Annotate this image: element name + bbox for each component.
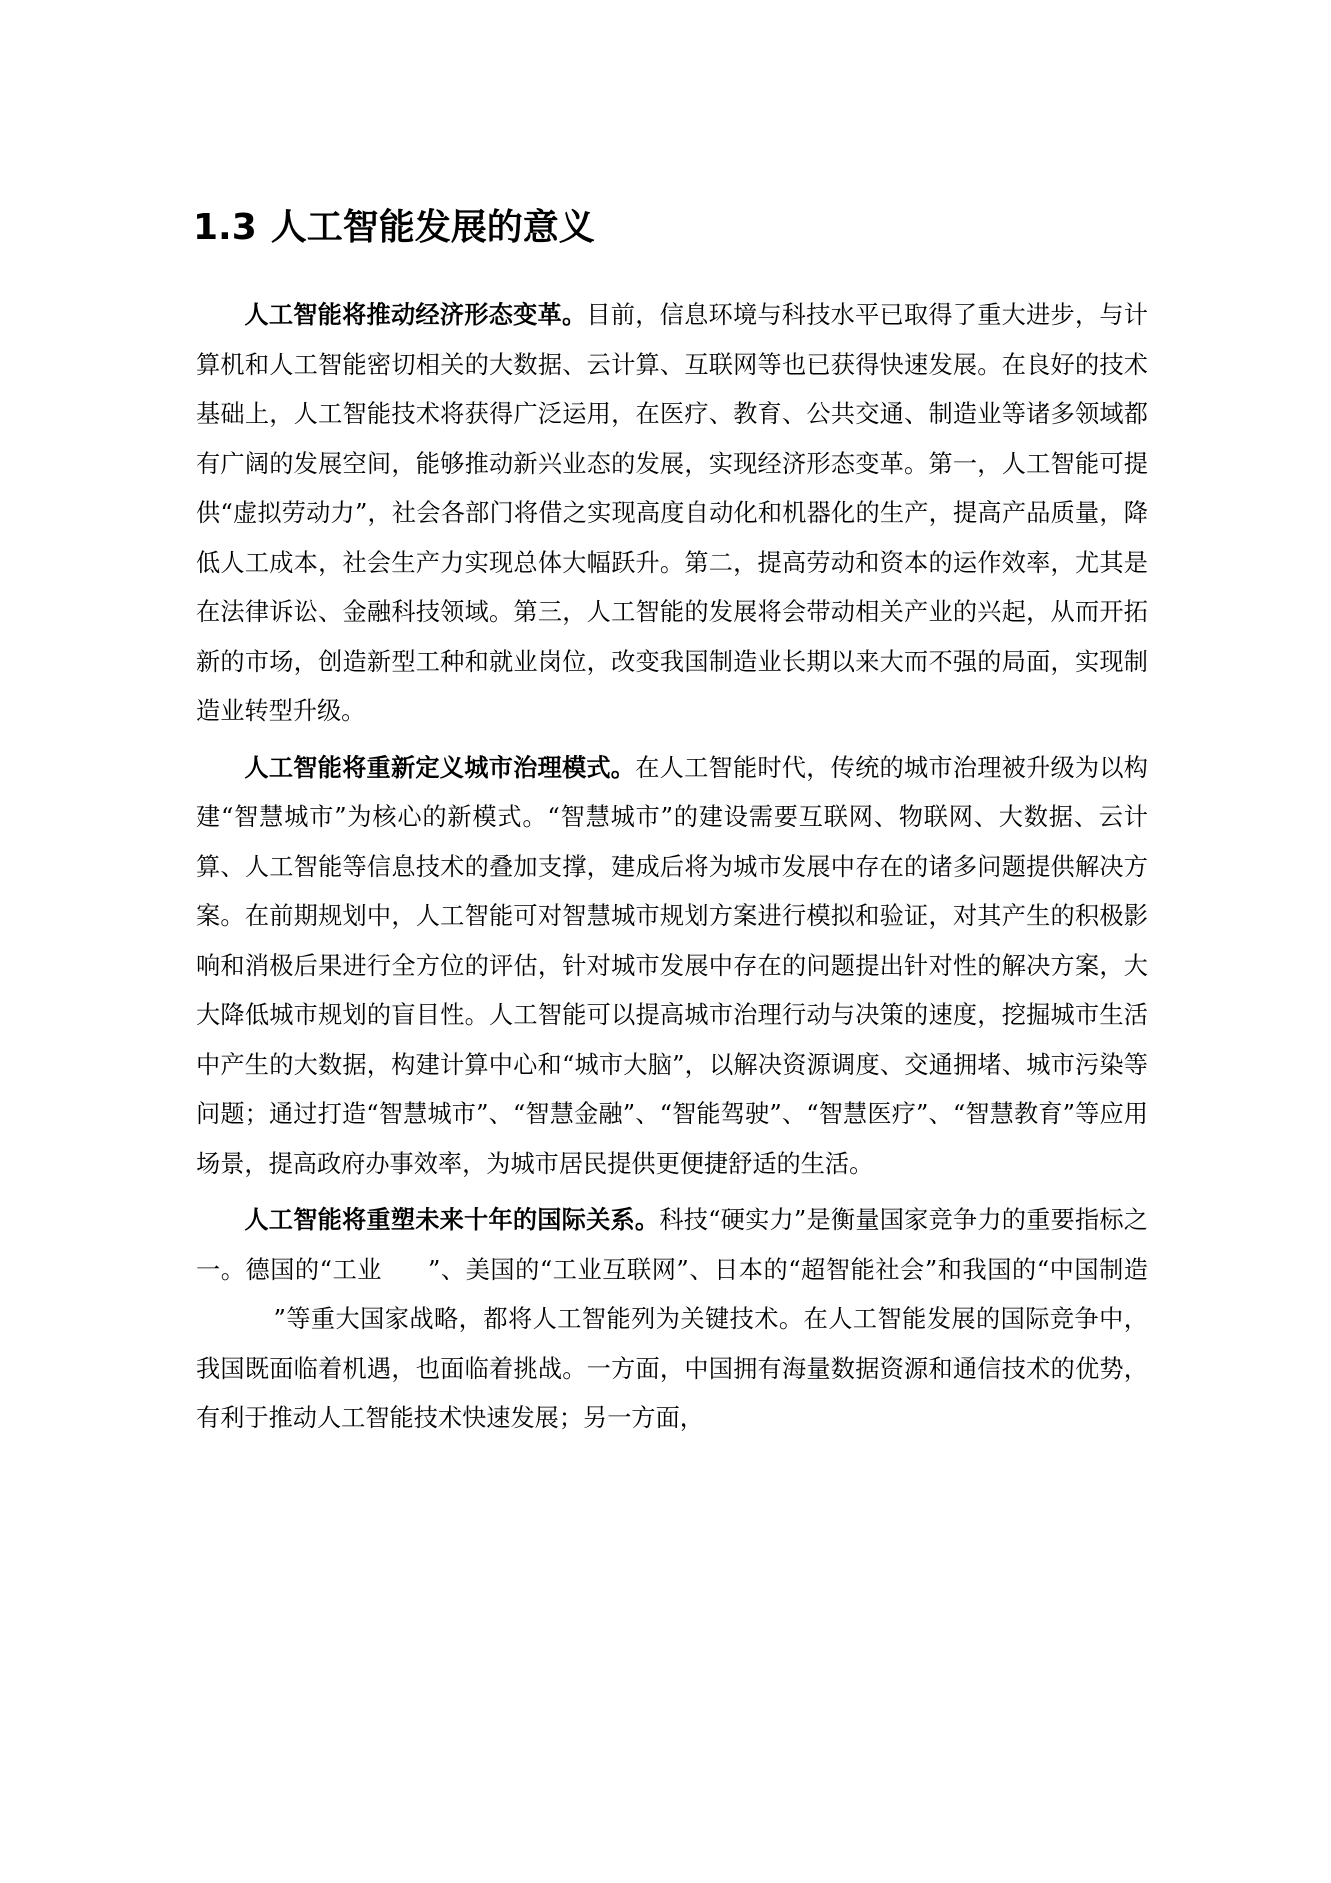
paragraph-lead: 人工智能将推动经济形态变革。 [244,301,587,329]
paragraph-text: 目前，信息环境与科技水平已取得了重大进步，与计算机和人工智能密切相关的大数据、云计算、互联网等也已获得快速发展。在良好的技术基础上，人工智能技术将获得广泛运用，在医疗、教育、公共交通、制造业等诸多领域都有广阔的发展空间，能够推动新兴业态的发展，实现经济形态变革。第一，人工智能可提供“虚拟劳动力”，社会各部门将借之实现高度自动化和机器化的生产，提高产品质量，降低人工成本，社会生产力实现总体大幅跃升。第二，提高劳动和资本的运作效率，尤其是在法律诉讼、金融科技领域。第三，人工智能的发展将会带动相关产业的兴起，从而开拓新的市场，创造新型工种和就业岗位，改变我国制造业长期以来大而不强的局面，实现制造业转型升级。 [196,301,1148,725]
paragraph-lead: 人工智能将重塑未来十年的国际关系。 [244,1206,660,1234]
paragraph-economy [196,291,1148,737]
section-heading [193,204,595,252]
paragraph-international-relations [196,1196,1148,1444]
section-number: 1.3 [193,207,257,248]
section-title: 人工智能发展的意义 [270,207,595,248]
paragraph-text: 在人工智能时代，传统的城市治理被升级为以构建“智慧城市”为核心的新模式。“智慧城市”的建设需要互联网、物联网、大数据、云计算、人工智能等信息技术的叠加支撑，建成后将为城市发展中存在的诸多问题提供解决方案。在前期规划中，人工智能可对智慧城市规划方案进行模拟和验证，对其产生的积极影响和消极后果进行全方位的评估，针对城市发展中存在的问题提出针对性的解决方案，大大降低城市规划的盲目性。人工智能可以提高城市治理行动与决策的速度，挖掘城市生活中产生的大数据，构建计算中心和“城市大脑”，以解决资源调度、交通拥堵、城市污染等问题；通过打造“智慧城市”、“智慧金融”、“智能驾驶”、“智慧医疗”、“智慧教育”等应用场景，提高政府办事效率，为城市居民提供更便捷舒适的生活。 [196,753,1148,1178]
paragraph-text: 科技“硬实力”是衡量国家竞争力的重要指标之一。德国的“工业 [196,1206,1148,1284]
paragraph-text: ”等重大国家战略，都将人工智能列为关键技术。在人工智能发展的国际竞争中，我国既面临着机遇，也面临着挑战。一方面，中国拥有海量数据资源和通信技术的优势，有利于推动人工智能技术快速发展；另一方面， [196,1305,1148,1432]
paragraph-text: ”、美国的“工业互联网”、日本的“超智能社会”和我国的“中国制造 [428,1255,1148,1284]
paragraph-city-governance [196,744,1148,1190]
body-text [196,291,1148,1451]
paragraph-lead: 人工智能将重新定义城市治理模式。 [244,753,636,782]
